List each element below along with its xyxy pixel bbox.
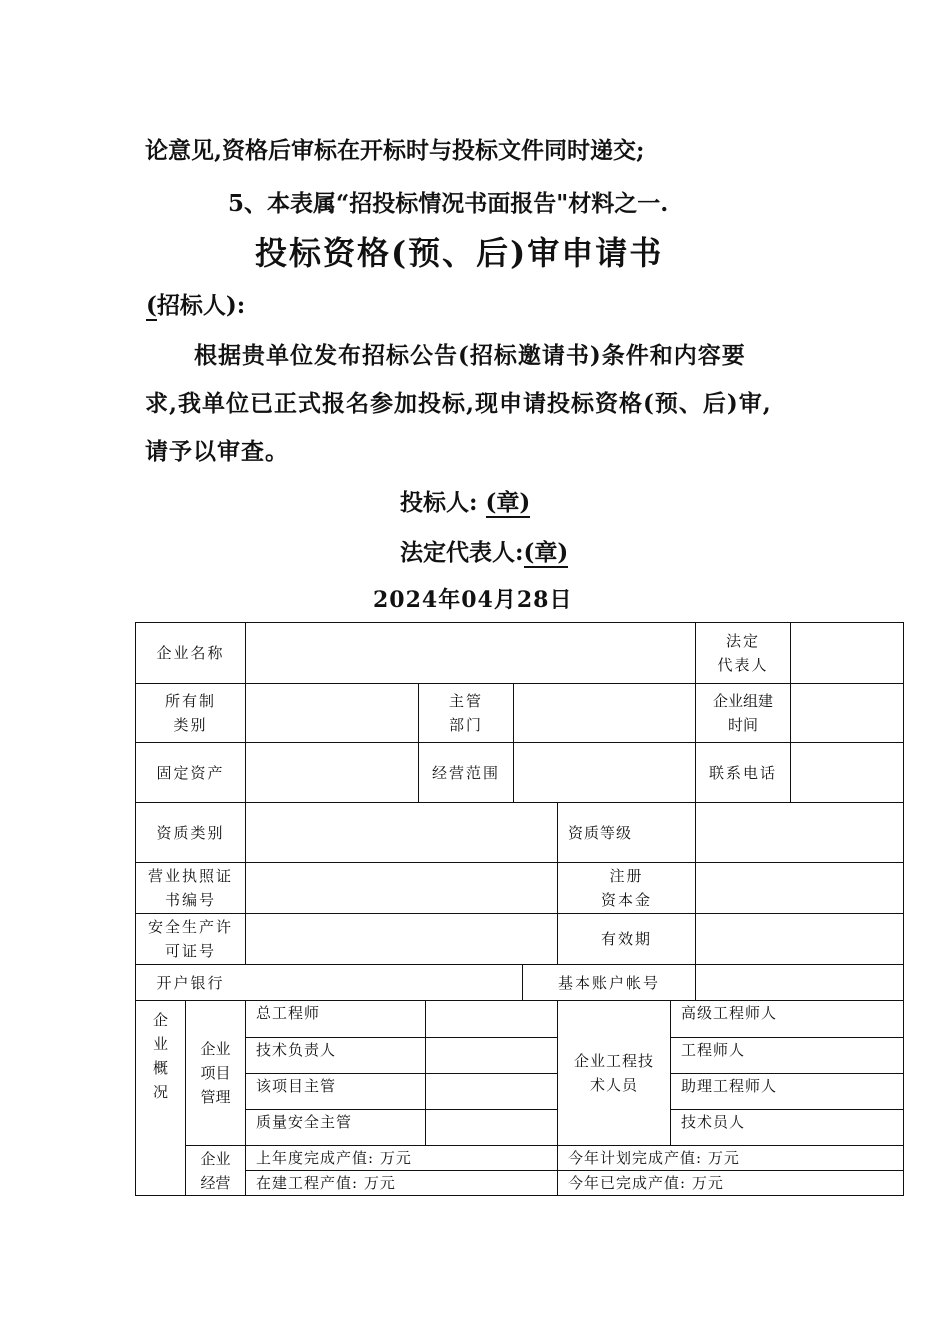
rule (135, 862, 904, 863)
rule (135, 802, 904, 803)
rule (245, 622, 246, 965)
input-qs-manager[interactable] (426, 1110, 557, 1145)
rule (135, 1000, 904, 1001)
input-account[interactable] (696, 965, 903, 1000)
input-tech-lead[interactable] (426, 1038, 557, 1073)
rule (425, 1000, 426, 1146)
body-line-2: 求,我单位已正式报名参加投标,现申请投标资格(预、后)审, (145, 390, 772, 417)
label-bank: 开户银行 (156, 973, 225, 992)
label-legal-rep: 法定 代表人 (717, 632, 769, 674)
rule (670, 1037, 904, 1038)
label-ongoing-output[interactable]: 在建工程产值: 万元 (256, 1174, 396, 1192)
rule (245, 1000, 246, 1196)
label-supervisor: 主管 部门 (448, 692, 483, 734)
intro-line-1: 论意见,资格后审标在开标时与投标文件同时递交; (145, 137, 645, 164)
rule (903, 622, 904, 1196)
rule (245, 1109, 557, 1110)
overview-char: 况 (152, 1083, 168, 1101)
addressee-blank: ( (146, 292, 157, 319)
label-proj-mgmt: 企业 项目 管理 (200, 1040, 231, 1106)
input-ownership[interactable] (246, 684, 418, 742)
addressee (146, 287, 245, 320)
label-validity: 有效期 (600, 930, 652, 948)
rule (135, 1195, 904, 1196)
input-business-scope[interactable] (514, 743, 695, 802)
rule (513, 683, 514, 803)
rep-signature (400, 534, 568, 567)
rule (135, 622, 136, 1196)
input-qual-grade[interactable] (696, 803, 903, 862)
input-established[interactable] (791, 684, 903, 742)
body-line-3: 请予以审查。 (145, 438, 289, 465)
rule (790, 622, 791, 803)
rule (135, 742, 904, 743)
label-chief-engineer: 总工程师 (256, 1004, 321, 1022)
input-supervisor[interactable] (514, 684, 695, 742)
input-company-name[interactable] (246, 623, 695, 683)
input-license-no[interactable] (246, 863, 557, 913)
label-safety-permit: 安全生产许 可证号 (147, 918, 233, 960)
bidder-signature (400, 484, 530, 517)
input-qual-type[interactable] (246, 803, 557, 862)
rule (245, 1073, 557, 1074)
rule (670, 1109, 904, 1110)
label-planned-output[interactable]: 今年计划完成产值: 万元 (568, 1149, 740, 1167)
overview-char: 业 (152, 1035, 168, 1053)
label-company-name: 企业名称 (156, 644, 225, 662)
label-business-scope: 经营范围 (431, 763, 500, 782)
input-legal-rep[interactable] (791, 623, 903, 683)
rule (670, 1073, 904, 1074)
label-engineer[interactable]: 工程师人 (681, 1041, 746, 1059)
bidder-seal: (章) (485, 489, 531, 516)
rule (135, 622, 904, 623)
label-ownership: 所有制 类别 (164, 692, 216, 734)
page-title: 投标资格(预、后)审申请书 (255, 234, 664, 272)
rule (135, 913, 904, 914)
input-proj-manager[interactable] (426, 1074, 557, 1109)
intro-line-2: 5、本表属“招投标情况书面报告"材料之一. (228, 190, 669, 217)
label-completed-output[interactable]: 今年已完成产值: 万元 (568, 1174, 724, 1192)
input-phone[interactable] (791, 743, 903, 802)
body-line-1: 根据贵单位发布招标公告(招标邀请书)条件和内容要 (194, 342, 746, 369)
label-tech-staff: 企业工程技 术人员 (573, 1052, 654, 1094)
rule (695, 622, 696, 803)
input-safety-permit[interactable] (246, 914, 557, 964)
label-fixed-assets: 固定资产 (156, 763, 225, 782)
label-technician[interactable]: 技术员人 (681, 1113, 746, 1131)
rule (185, 1145, 904, 1146)
input-fixed-assets[interactable] (246, 743, 418, 802)
label-phone: 联系电话 (708, 763, 777, 782)
rule (245, 1170, 904, 1171)
rep-seal: (章) (523, 539, 569, 566)
date: 2024年04月28日 (373, 587, 573, 613)
label-tech-lead: 技术负责人 (256, 1041, 337, 1059)
label-account: 基本账户帐号 (557, 973, 660, 992)
rule (557, 802, 558, 965)
rep-label: 法定代表人: (400, 539, 524, 566)
overview-char: 企 (152, 1011, 168, 1029)
rule (185, 1000, 186, 1196)
label-established: 企业组建 时间 (712, 692, 773, 734)
label-qs-manager: 质量安全主管 (256, 1113, 353, 1131)
rule (135, 964, 904, 965)
rule (695, 802, 696, 1001)
label-qual-type: 资质类别 (156, 823, 225, 842)
label-senior-engineer[interactable]: 高级工程师人 (681, 1004, 778, 1022)
overview-char: 概 (152, 1059, 168, 1077)
input-reg-capital[interactable] (696, 863, 903, 913)
label-license-no: 营业执照证 书编号 (147, 867, 233, 909)
rule (557, 1000, 558, 1196)
label-overview (136, 1001, 185, 1111)
rule (135, 683, 904, 684)
rule (245, 1037, 557, 1038)
rule (522, 964, 523, 1001)
label-operations: 企业 经营 (200, 1149, 231, 1192)
label-qual-grade: 资质等级 (568, 823, 633, 842)
input-bank[interactable] (246, 965, 522, 1000)
addressee-label: 招标人): (156, 292, 246, 319)
label-reg-capital: 注册 资本金 (600, 867, 652, 909)
rule (670, 1000, 671, 1146)
label-last-year-output[interactable]: 上年度完成产值: 万元 (256, 1149, 412, 1167)
label-proj-manager: 该项目主管 (256, 1077, 337, 1095)
input-validity[interactable] (696, 914, 903, 964)
bidder-label: 投标人: (400, 489, 478, 516)
label-assistant-engineer[interactable]: 助理工程师人 (681, 1077, 778, 1095)
input-chief-engineer[interactable] (426, 1001, 557, 1037)
rule (418, 683, 419, 803)
